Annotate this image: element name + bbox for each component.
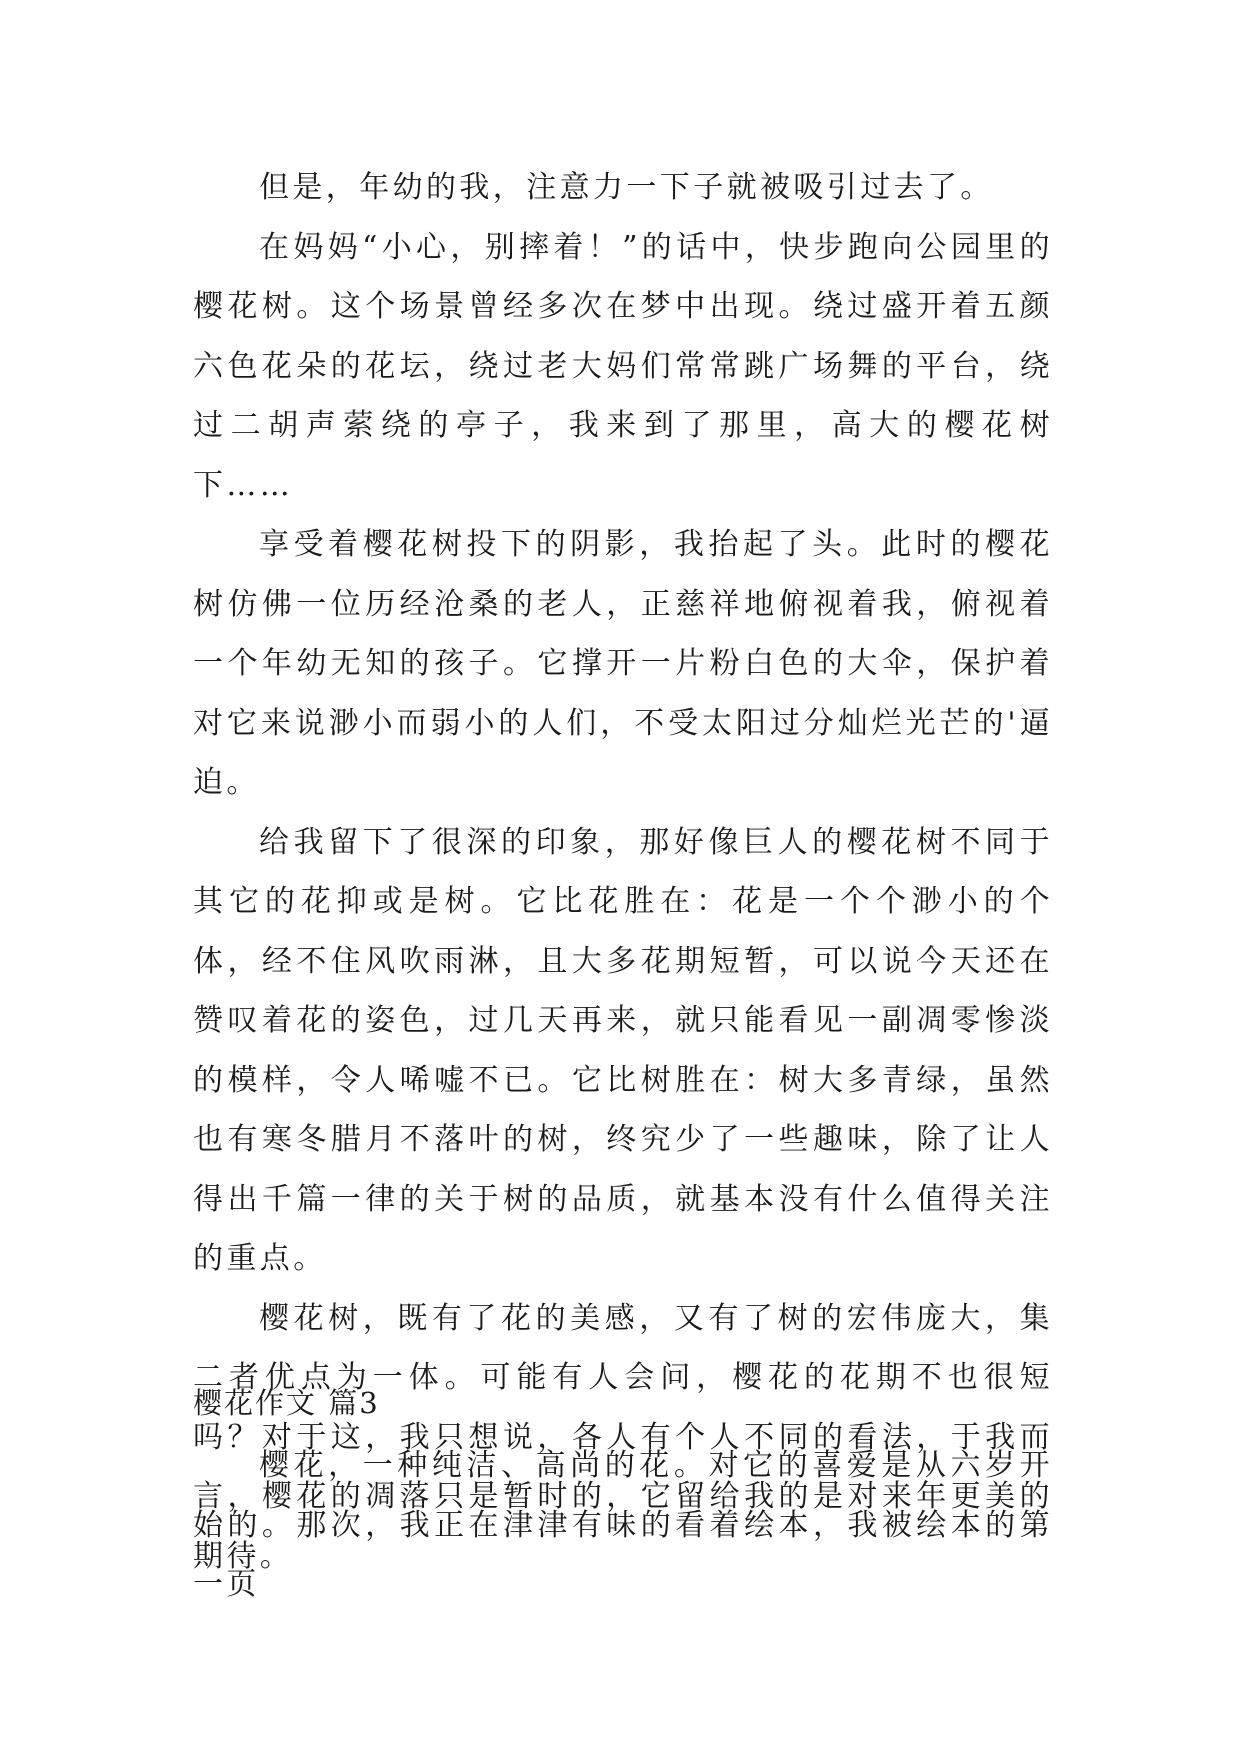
section-heading-wrap xyxy=(193,1383,1053,1423)
paragraph: 樱花树，既有了花的美感，又有了树的宏伟庞大，集二者优点为一体。可能有人会问，樱花的花期不也很短吗？对于这，我只想说，各人有个人不同的看法，于我而言，樱花的凋落只是暂时的，它留给我的是对来年更美的期待。 xyxy=(193,1300,1053,1574)
paragraph: 享受着樱花树投下的阴影，我抬起了头。此时的樱花树仿佛一位历经沧桑的老人，正慈祥地俯视着我，俯视着一个年幼无知的孩子。它撑开一片粉白色的大伞，保护着对它来说渺小而弱小的人们，不受太阳过分灿烂光芒的'逼迫。 xyxy=(193,527,1053,800)
paragraph: 给我留下了很深的印象，那好像巨人的樱花树不同于其它的花抑或是树。它比花胜在：花是一个个渺小的个体，经不住风吹雨淋，且大多花期短暂，可以说今天还在赞叹着花的姿色，过几天再来，就只能看见一副凋零惨淡的模样，令人唏嘘不已。它比树胜在：树大多青绿，虽然也有寒冬腊月不落叶的树，终究少了一些趣味，除了让人得出千篇一律的关于树的品质，就基本没有什么值得关注的重点。 xyxy=(193,824,1053,1276)
text-block-bottom xyxy=(193,1436,1053,1615)
paragraph: 在妈妈“小心，别摔着！”的话中，快步跑向公园里的樱花树。这个场景曾经多次在梦中出现。绕过盛开着五颜六色花朵的花坛，绕过老大妈们常常跳广场舞的平台，绕过二胡声萦绕的亭子，我来到了那里，高大的樱花树下…… xyxy=(193,229,1053,503)
section-heading: 樱花作文 篇3 xyxy=(193,1386,380,1420)
text-block-top xyxy=(193,158,1053,1586)
paragraph: 樱花，一种纯洁、高尚的花。对它的喜爱是从六岁开始的。那次，我正在津津有味的看着绘本，我被绘本的第一页 xyxy=(193,1448,1053,1602)
paragraph: 但是，年幼的我，注意力一下子就被吸引过去了。 xyxy=(259,170,994,205)
